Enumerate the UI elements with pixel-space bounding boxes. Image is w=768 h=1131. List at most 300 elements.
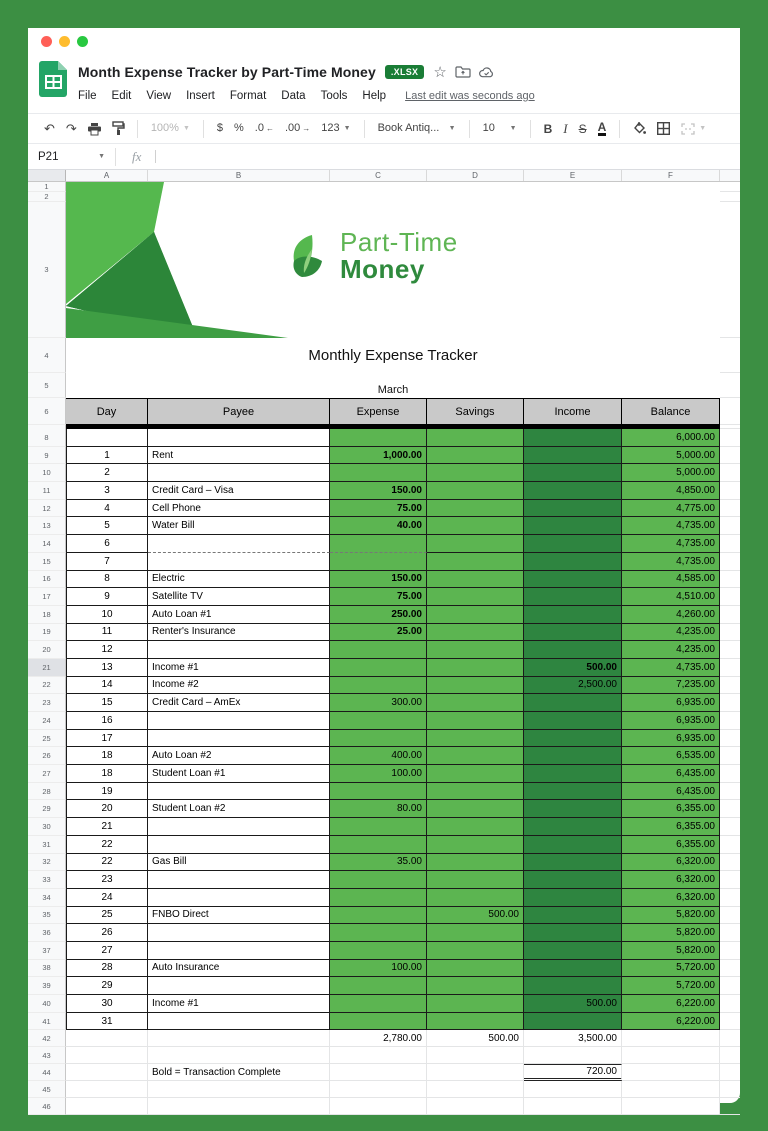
cell-payee[interactable] <box>148 1030 330 1047</box>
cell-day[interactable]: 14 <box>66 677 148 695</box>
cell-balance[interactable] <box>622 1047 720 1064</box>
cell-payee[interactable]: Rent <box>148 447 330 465</box>
strikethrough-button[interactable]: S <box>578 121 587 136</box>
row-header[interactable]: 2 <box>28 192 66 202</box>
cell-payee[interactable]: Cell Phone <box>148 500 330 518</box>
cell-income[interactable] <box>524 482 622 500</box>
menu-insert[interactable]: Insert <box>186 90 215 102</box>
row-header[interactable]: 1 <box>28 182 66 192</box>
cell-savings[interactable]: 500.00 <box>427 907 524 925</box>
cell-balance[interactable]: 6,320.00 <box>622 871 720 889</box>
row-header[interactable]: 14 <box>28 535 66 553</box>
cell-income[interactable] <box>524 854 622 872</box>
cell-savings[interactable] <box>427 517 524 535</box>
cell-balance[interactable]: 6,935.00 <box>622 712 720 730</box>
merge-cells-button[interactable]: ▼ <box>681 123 706 135</box>
row-header[interactable]: 3 <box>28 202 66 338</box>
cell-balance[interactable]: 4,510.00 <box>622 588 720 606</box>
cell-savings[interactable] <box>427 624 524 642</box>
month-cell[interactable] <box>66 373 720 398</box>
cell-payee[interactable] <box>148 730 330 748</box>
font-size-select[interactable]: 10 ▼ <box>482 122 517 134</box>
cell-day[interactable] <box>66 1064 148 1081</box>
cell-payee[interactable]: Income #1 <box>148 995 330 1013</box>
cell-savings[interactable] <box>427 960 524 978</box>
text-color-button[interactable]: A <box>597 120 607 134</box>
header-day[interactable]: Day <box>66 398 148 425</box>
cell-payee[interactable]: Water Bill <box>148 517 330 535</box>
row-header[interactable]: 17 <box>28 588 66 606</box>
cell-day[interactable]: 15 <box>66 694 148 712</box>
cell-income[interactable] <box>524 730 622 748</box>
google-sheets-logo-icon[interactable] <box>40 61 67 97</box>
cell-day[interactable]: 29 <box>66 977 148 995</box>
cell-day[interactable]: 22 <box>66 854 148 872</box>
cell-income[interactable] <box>524 588 622 606</box>
row-header[interactable]: 21 <box>28 659 66 677</box>
cell-day[interactable]: 11 <box>66 624 148 642</box>
cell-expense[interactable] <box>330 464 427 482</box>
row-header[interactable]: 24 <box>28 712 66 730</box>
cell-expense[interactable]: 2,780.00 <box>330 1030 427 1047</box>
header-income[interactable]: Income <box>524 398 622 425</box>
cell-day[interactable]: 28 <box>66 960 148 978</box>
cell-day[interactable]: 8 <box>66 571 148 589</box>
cell-savings[interactable] <box>427 1013 524 1031</box>
row-header[interactable]: 44 <box>28 1064 66 1081</box>
cell-income[interactable]: 2,500.00 <box>524 677 622 695</box>
cell-income[interactable] <box>524 783 622 801</box>
cell-day[interactable] <box>66 1098 148 1115</box>
row-header[interactable]: 10 <box>28 464 66 482</box>
cell-income[interactable] <box>524 571 622 589</box>
cell-payee[interactable] <box>148 641 330 659</box>
row-header[interactable]: 4 <box>28 338 66 373</box>
cell-day[interactable]: 26 <box>66 924 148 942</box>
cell-expense[interactable]: 250.00 <box>330 606 427 624</box>
cell-savings[interactable] <box>427 1047 524 1064</box>
row-header[interactable]: 9 <box>28 447 66 465</box>
cell-payee[interactable] <box>148 942 330 960</box>
cell-day[interactable]: 21 <box>66 818 148 836</box>
cell-expense[interactable]: 100.00 <box>330 960 427 978</box>
row-header[interactable]: 30 <box>28 818 66 836</box>
cell-balance[interactable] <box>622 1098 720 1115</box>
cell-payee[interactable] <box>148 1081 330 1098</box>
menu-format[interactable]: Format <box>229 90 267 102</box>
redo-button[interactable]: ↷ <box>65 121 77 136</box>
menu-view[interactable]: View <box>146 90 172 102</box>
cell-savings[interactable] <box>427 429 524 447</box>
cell-expense[interactable]: 80.00 <box>330 800 427 818</box>
cell-savings[interactable]: 500.00 <box>427 1030 524 1047</box>
row-header[interactable]: 26 <box>28 747 66 765</box>
cell-expense[interactable] <box>330 871 427 889</box>
cell-income[interactable] <box>524 1047 622 1064</box>
cell-day[interactable]: 25 <box>66 907 148 925</box>
cell-day[interactable]: 12 <box>66 641 148 659</box>
cell-savings[interactable] <box>427 871 524 889</box>
cell-income[interactable] <box>524 712 622 730</box>
cell-day[interactable]: 13 <box>66 659 148 677</box>
cell-day[interactable]: 4 <box>66 500 148 518</box>
cell-day[interactable]: 16 <box>66 712 148 730</box>
cell-balance[interactable]: 6,435.00 <box>622 783 720 801</box>
cell-payee[interactable]: Auto Loan #1 <box>148 606 330 624</box>
cell-expense[interactable]: 35.00 <box>330 854 427 872</box>
cell-income[interactable]: 720.00 <box>524 1064 622 1081</box>
cell-day[interactable] <box>66 1081 148 1098</box>
cell-balance[interactable]: 4,260.00 <box>622 606 720 624</box>
cell-payee[interactable]: FNBO Direct <box>148 907 330 925</box>
cell-expense[interactable] <box>330 1098 427 1115</box>
cell-income[interactable] <box>524 606 622 624</box>
cell-day[interactable]: 9 <box>66 588 148 606</box>
cell-expense[interactable] <box>330 942 427 960</box>
zoom-window-button[interactable] <box>77 36 88 47</box>
cell-payee[interactable]: Student Loan #2 <box>148 800 330 818</box>
cell-day[interactable]: 6 <box>66 535 148 553</box>
cell-balance[interactable]: 6,435.00 <box>622 765 720 783</box>
column-header-a[interactable]: A <box>66 170 148 181</box>
row-header[interactable]: 19 <box>28 624 66 642</box>
cell-day[interactable]: 18 <box>66 747 148 765</box>
undo-button[interactable]: ↶ <box>44 121 55 136</box>
cell-balance[interactable] <box>622 1030 720 1047</box>
print-button[interactable] <box>88 123 101 135</box>
row-header[interactable]: 43 <box>28 1047 66 1064</box>
cell-expense[interactable] <box>330 907 427 925</box>
cell-savings[interactable] <box>427 447 524 465</box>
last-edit-link[interactable]: Last edit was seconds ago <box>405 90 535 102</box>
cell-expense[interactable] <box>330 995 427 1013</box>
row-header[interactable]: 15 <box>28 553 66 571</box>
format-percent-button[interactable]: % <box>234 122 244 134</box>
cell-balance[interactable]: 6,320.00 <box>622 889 720 907</box>
minimize-window-button[interactable] <box>59 36 70 47</box>
cell-day[interactable] <box>66 1047 148 1064</box>
cell-balance[interactable]: 4,850.00 <box>622 482 720 500</box>
cell-savings[interactable] <box>427 535 524 553</box>
column-header-d[interactable]: D <box>427 170 524 181</box>
cell-balance[interactable]: 6,320.00 <box>622 854 720 872</box>
cell-balance[interactable]: 4,735.00 <box>622 553 720 571</box>
cell-balance[interactable]: 5,720.00 <box>622 960 720 978</box>
row-header[interactable]: 33 <box>28 871 66 889</box>
cell-payee[interactable] <box>148 1098 330 1115</box>
cell-expense[interactable] <box>330 977 427 995</box>
cell-expense[interactable] <box>330 553 427 571</box>
cell-savings[interactable] <box>427 641 524 659</box>
cell-expense[interactable] <box>330 1047 427 1064</box>
cell-balance[interactable]: 4,735.00 <box>622 659 720 677</box>
cloud-status-icon[interactable] <box>479 67 494 78</box>
cell-balance[interactable]: 5,820.00 <box>622 907 720 925</box>
cell-balance[interactable]: 5,820.00 <box>622 942 720 960</box>
column-header-e[interactable]: E <box>524 170 622 181</box>
cell-income[interactable] <box>524 1081 622 1098</box>
font-select[interactable]: Book Antiq... ▼ <box>377 122 456 134</box>
cell-income[interactable] <box>524 694 622 712</box>
row-header[interactable]: 22 <box>28 677 66 695</box>
cell-payee[interactable]: Bold = Transaction Complete <box>148 1064 330 1081</box>
cell-savings[interactable] <box>427 482 524 500</box>
cell-income[interactable] <box>524 1013 622 1031</box>
cell-payee[interactable]: Renter's Insurance <box>148 624 330 642</box>
cell-savings[interactable] <box>427 606 524 624</box>
cell-savings[interactable] <box>427 765 524 783</box>
cell-day[interactable]: 22 <box>66 836 148 854</box>
cell-savings[interactable] <box>427 571 524 589</box>
cell-balance[interactable]: 4,235.00 <box>622 624 720 642</box>
cell-income[interactable] <box>524 624 622 642</box>
row-header[interactable]: 13 <box>28 517 66 535</box>
menu-edit[interactable]: Edit <box>111 90 132 102</box>
cell-payee[interactable] <box>148 783 330 801</box>
document-title[interactable]: Month Expense Tracker by Part-Time Money <box>78 64 376 80</box>
cell-expense[interactable] <box>330 535 427 553</box>
cell-income[interactable] <box>524 1098 622 1115</box>
cell-day[interactable]: 27 <box>66 942 148 960</box>
cell-balance[interactable]: 6,000.00 <box>622 429 720 447</box>
cell-day[interactable]: 30 <box>66 995 148 1013</box>
cell-income[interactable] <box>524 818 622 836</box>
cell-balance[interactable]: 5,820.00 <box>622 924 720 942</box>
fill-color-button[interactable] <box>633 122 646 135</box>
row-header[interactable]: 28 <box>28 783 66 801</box>
header-payee[interactable]: Payee <box>148 398 330 425</box>
row-header[interactable]: 36 <box>28 924 66 942</box>
row-header[interactable]: 46 <box>28 1098 66 1115</box>
cell-payee[interactable] <box>148 1013 330 1031</box>
row-header[interactable]: 16 <box>28 571 66 589</box>
cell-day[interactable]: 19 <box>66 783 148 801</box>
decrease-decimal-button[interactable]: .0 ← <box>254 122 274 134</box>
cell-balance[interactable] <box>622 1064 720 1081</box>
cell-income[interactable] <box>524 871 622 889</box>
cell-savings[interactable] <box>427 889 524 907</box>
cell-payee[interactable]: Income #2 <box>148 677 330 695</box>
cell-expense[interactable]: 400.00 <box>330 747 427 765</box>
cell-balance[interactable]: 6,355.00 <box>622 800 720 818</box>
cell-expense[interactable] <box>330 889 427 907</box>
cell-day[interactable]: 17 <box>66 730 148 748</box>
cell-savings[interactable] <box>427 694 524 712</box>
cell-payee[interactable]: Electric <box>148 571 330 589</box>
cell-balance[interactable]: 4,585.00 <box>622 571 720 589</box>
row-header[interactable]: 35 <box>28 907 66 925</box>
format-currency-button[interactable]: $ <box>216 122 224 134</box>
cell-balance[interactable]: 6,935.00 <box>622 730 720 748</box>
zoom-select[interactable]: 100% ▼ <box>150 122 190 134</box>
menu-data[interactable]: Data <box>281 90 306 102</box>
cell-expense[interactable] <box>330 1013 427 1031</box>
cell-income[interactable] <box>524 747 622 765</box>
cell-balance[interactable]: 5,000.00 <box>622 447 720 465</box>
cell-income[interactable]: 3,500.00 <box>524 1030 622 1047</box>
row-header[interactable]: 29 <box>28 800 66 818</box>
number-format-button[interactable]: 123 ▼ <box>321 122 351 134</box>
cell-payee[interactable] <box>148 924 330 942</box>
cell-expense[interactable] <box>330 659 427 677</box>
cell-payee[interactable] <box>148 553 330 571</box>
row-header[interactable]: 11 <box>28 482 66 500</box>
cell-savings[interactable] <box>427 1064 524 1081</box>
menu-help[interactable]: Help <box>362 90 387 102</box>
cell-savings[interactable] <box>427 730 524 748</box>
star-icon[interactable]: ☆ <box>433 63 447 81</box>
cell-payee[interactable]: Auto Loan #2 <box>148 747 330 765</box>
close-window-button[interactable] <box>41 36 52 47</box>
menu-tools[interactable]: Tools <box>320 90 348 102</box>
cell-savings[interactable] <box>427 677 524 695</box>
row-header[interactable]: 38 <box>28 960 66 978</box>
cell-day[interactable]: 5 <box>66 517 148 535</box>
cell-savings[interactable] <box>427 659 524 677</box>
cell-payee[interactable] <box>148 977 330 995</box>
row-header[interactable]: 18 <box>28 606 66 624</box>
cell-income[interactable] <box>524 924 622 942</box>
cell-expense[interactable] <box>330 429 427 447</box>
cell-income[interactable] <box>524 889 622 907</box>
cell-expense[interactable]: 75.00 <box>330 588 427 606</box>
cell-savings[interactable] <box>427 783 524 801</box>
cell-balance[interactable]: 4,775.00 <box>622 500 720 518</box>
cell-expense[interactable]: 40.00 <box>330 517 427 535</box>
cell-payee[interactable]: Gas Bill <box>148 854 330 872</box>
row-header[interactable]: 12 <box>28 500 66 518</box>
cell-income[interactable] <box>524 429 622 447</box>
cell-expense[interactable] <box>330 818 427 836</box>
cell-payee[interactable]: Auto Insurance <box>148 960 330 978</box>
cell-day[interactable]: 18 <box>66 765 148 783</box>
cell-income[interactable] <box>524 960 622 978</box>
cell-savings[interactable] <box>427 500 524 518</box>
row-header[interactable]: 34 <box>28 889 66 907</box>
row-header[interactable]: 20 <box>28 641 66 659</box>
cell-payee[interactable] <box>148 464 330 482</box>
cell-day[interactable]: 20 <box>66 800 148 818</box>
cell-balance[interactable]: 6,220.00 <box>622 1013 720 1031</box>
column-header-b[interactable]: B <box>148 170 330 181</box>
cell-savings[interactable] <box>427 942 524 960</box>
column-header-c[interactable]: C <box>330 170 427 181</box>
cell-income[interactable] <box>524 500 622 518</box>
cell-expense[interactable]: 1,000.00 <box>330 447 427 465</box>
cell-expense[interactable] <box>330 730 427 748</box>
row-header[interactable]: 37 <box>28 942 66 960</box>
cell-balance[interactable]: 6,355.00 <box>622 836 720 854</box>
cell-income[interactable]: 500.00 <box>524 659 622 677</box>
cell-savings[interactable] <box>427 747 524 765</box>
header-expense[interactable]: Expense <box>330 398 427 425</box>
cell-day[interactable]: 1 <box>66 447 148 465</box>
paint-format-button[interactable] <box>112 122 124 135</box>
increase-decimal-button[interactable]: .00 → <box>284 122 311 134</box>
cell-expense[interactable] <box>330 783 427 801</box>
cell-payee[interactable] <box>148 712 330 730</box>
column-header-f[interactable]: F <box>622 170 720 181</box>
cell-expense[interactable] <box>330 836 427 854</box>
cell-day[interactable]: 10 <box>66 606 148 624</box>
row-header[interactable]: 31 <box>28 836 66 854</box>
cell-savings[interactable] <box>427 553 524 571</box>
cell-day[interactable] <box>66 429 148 447</box>
cell-balance[interactable]: 4,735.00 <box>622 517 720 535</box>
cell-payee[interactable] <box>148 889 330 907</box>
cell-savings[interactable] <box>427 712 524 730</box>
cell-income[interactable] <box>524 517 622 535</box>
cell-savings[interactable] <box>427 995 524 1013</box>
row-header[interactable]: 8 <box>28 429 66 447</box>
cell-expense[interactable]: 150.00 <box>330 482 427 500</box>
row-header[interactable]: 25 <box>28 730 66 748</box>
row-header[interactable]: 27 <box>28 765 66 783</box>
cell-balance[interactable]: 4,235.00 <box>622 641 720 659</box>
cell-payee[interactable] <box>148 1047 330 1064</box>
cell-payee[interactable] <box>148 818 330 836</box>
cell-day[interactable]: 3 <box>66 482 148 500</box>
cell-balance[interactable]: 5,000.00 <box>622 464 720 482</box>
cell-savings[interactable] <box>427 836 524 854</box>
cell-income[interactable] <box>524 535 622 553</box>
row-header[interactable]: 6 <box>28 398 66 425</box>
cell-expense[interactable]: 75.00 <box>330 500 427 518</box>
cell-income[interactable] <box>524 907 622 925</box>
cell-expense[interactable]: 25.00 <box>330 624 427 642</box>
bold-button[interactable]: B <box>543 121 553 136</box>
cell-expense[interactable] <box>330 924 427 942</box>
row-header[interactable]: 23 <box>28 694 66 712</box>
cell-payee[interactable]: Income #1 <box>148 659 330 677</box>
cell-savings[interactable] <box>427 588 524 606</box>
cell-income[interactable] <box>524 765 622 783</box>
cell-payee[interactable]: Credit Card – AmEx <box>148 694 330 712</box>
cell-balance[interactable]: 7,235.00 <box>622 677 720 695</box>
cell-income[interactable]: 500.00 <box>524 995 622 1013</box>
row-header[interactable]: 5 <box>28 373 66 398</box>
cell-day[interactable]: 24 <box>66 889 148 907</box>
italic-button[interactable]: I <box>563 121 568 136</box>
cell-balance[interactable]: 6,220.00 <box>622 995 720 1013</box>
cell-balance[interactable]: 6,535.00 <box>622 747 720 765</box>
column-header-g[interactable] <box>720 170 740 181</box>
cell-balance[interactable]: 5,720.00 <box>622 977 720 995</box>
row-header[interactable]: 40 <box>28 995 66 1013</box>
cell-payee[interactable]: Credit Card – Visa <box>148 482 330 500</box>
cell-day[interactable]: 2 <box>66 464 148 482</box>
borders-button[interactable] <box>657 122 670 135</box>
cell-expense[interactable] <box>330 1064 427 1081</box>
cell-expense[interactable]: 150.00 <box>330 571 427 589</box>
cell-payee[interactable] <box>148 535 330 553</box>
cell-day[interactable] <box>66 1030 148 1047</box>
cell-savings[interactable] <box>427 924 524 942</box>
cell-expense[interactable] <box>330 1081 427 1098</box>
header-savings[interactable]: Savings <box>427 398 524 425</box>
cell-income[interactable] <box>524 977 622 995</box>
cell-name-box[interactable] <box>38 151 113 163</box>
row-header[interactable]: 42 <box>28 1030 66 1047</box>
cell-income[interactable] <box>524 800 622 818</box>
sheet-title-cell[interactable] <box>66 338 720 373</box>
cell-savings[interactable] <box>427 464 524 482</box>
row-header[interactable]: 39 <box>28 977 66 995</box>
header-balance[interactable]: Balance <box>622 398 720 425</box>
cell-savings[interactable] <box>427 818 524 836</box>
cell-income[interactable] <box>524 447 622 465</box>
cell-payee[interactable] <box>148 871 330 889</box>
